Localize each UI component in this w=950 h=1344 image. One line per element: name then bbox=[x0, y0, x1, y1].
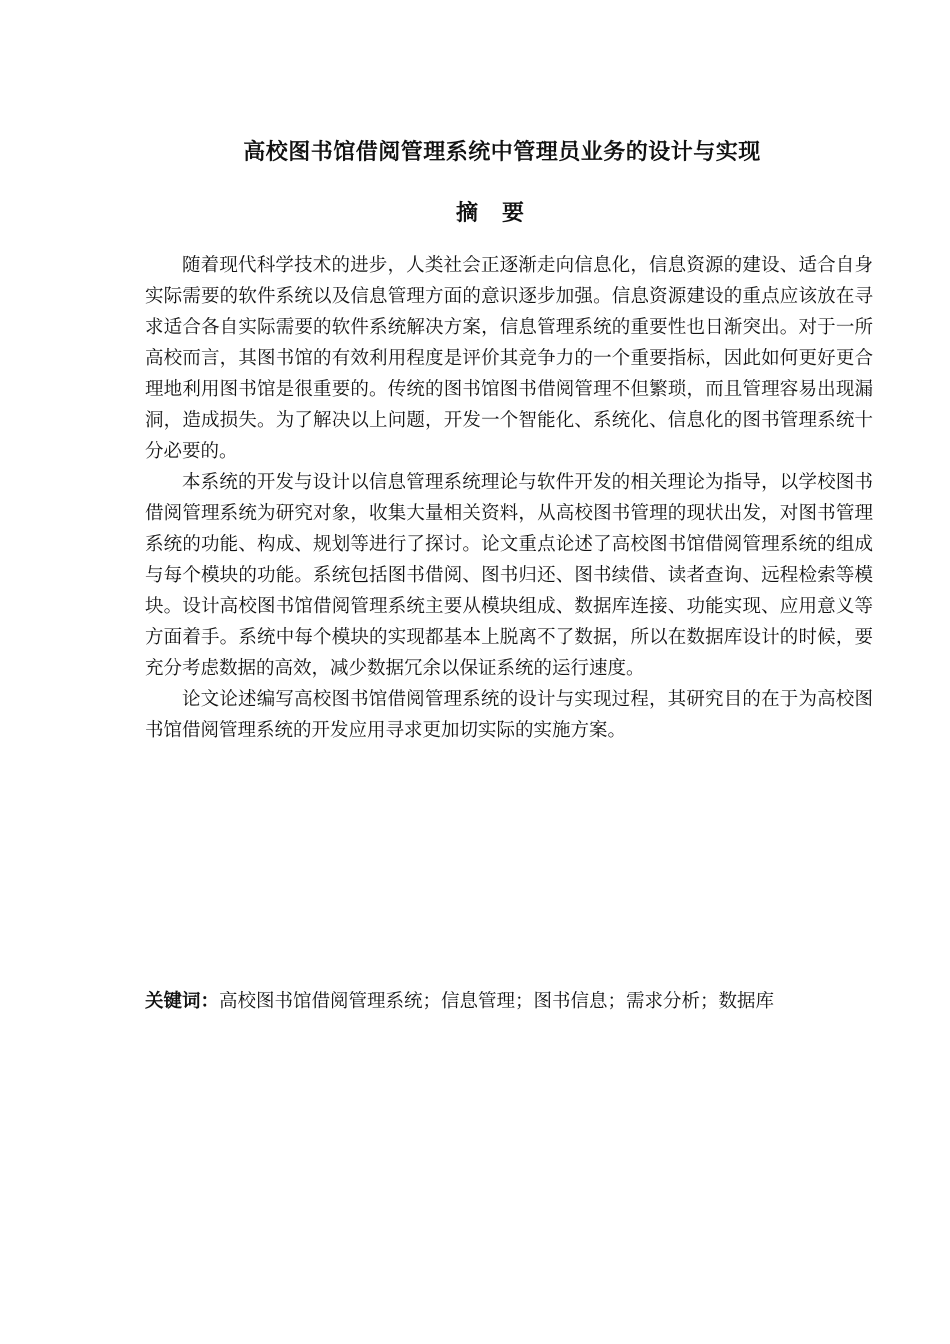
abstract-paragraph-3: 论文论述编写高校图书馆借阅管理系统的设计与实现过程，其研究目的在于为高校图书馆借阅管理系统的开发应用寻求更加切实际的实施方案。 bbox=[145, 689, 873, 741]
keywords-text: 高校图书馆借阅管理系统；信息管理；图书信息；需求分析；数据库 bbox=[219, 991, 775, 1012]
abstract-heading: 摘要 bbox=[455, 201, 548, 226]
abstract-body bbox=[145, 250, 873, 746]
abstract-paragraph-1: 随着现代科学技术的进步，人类社会正逐渐走向信息化，信息资源的建设、适合自身实际需要的软件系统以及信息管理方面的意识逐步加强。信息资源建设的重点应该放在寻求适合各自实际需要的软件系统解决方案，信息管理系统的重要性也日渐突出。对于一所高校而言，其图书馆的有效利用程度是评价其竞争力的一个重要指标，因此如何更好更合理地利用图书馆是很重要的。传统的图书馆图书借阅管理不但繁琐，而且管理容易出现漏洞，造成损失。为了解决以上问题，开发一个智能化、系统化、信息化的图书管理系统十分必要的。 bbox=[145, 255, 873, 462]
abstract-paragraph-2: 本系统的开发与设计以信息管理系统理论与软件开发的相关理论为指导，以学校图书借阅管理系统为研究对象，收集大量相关资料，从高校图书管理的现状出发，对图书管理系统的功能、构成、规划等进行了探讨。论文重点论述了高校图书馆借阅管理系统的组成与每个模块的功能。系统包括图书借阅、图书归还、图书续借、读者查询、远程检索等模块。设计高校图书馆借阅管理系统主要从模块组成、数据库连接、功能实现、应用意义等方面着手。系统中每个模块的实现都基本上脱离不了数据，所以在数据库设计的时候，要充分考虑数据的高效，减少数据冗余以保证系统的运行速度。 bbox=[145, 472, 873, 679]
keywords-line bbox=[145, 986, 873, 1017]
document-title: 高校图书馆借阅管理系统中管理员业务的设计与实现 bbox=[243, 140, 761, 165]
keywords-label: 关键词： bbox=[145, 991, 220, 1012]
